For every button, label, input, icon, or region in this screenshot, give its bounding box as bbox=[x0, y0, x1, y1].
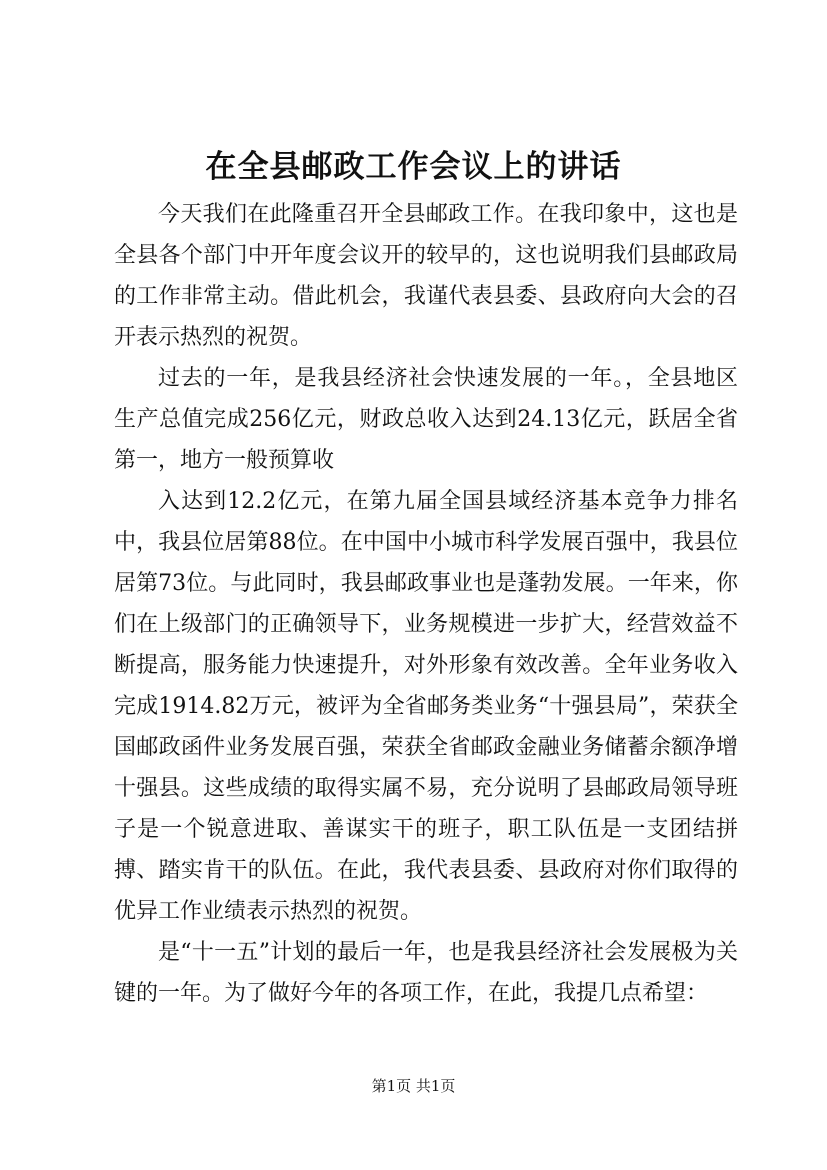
paragraph-achievements: 入达到12.2亿元，在第九届全国县域经济基本竞争力排名中，我县位居第88位。在中国中小城市科学发展百强中，我县位居第73位。与此同时，我县邮政事业也是蓬勃发展。一年来，你们在上级部门的正确领导下，业务规模进一步扩大，经营效益不断提高，服务能力快速提升，对外形象有效改善。全年业务收入完成1914.82万元，被评为全省邮务类业务“十强县局”，荣获全国邮政函件业务发展百强，荣获全省邮政金融业务储蓄余额净增十强县。这些成绩的取得实属不易，充分说明了县邮政局领导班子是一个锐意进取、善谋实干的班子，职工队伍是一支团结拼搏、踏实肯干的队伍。在此，我代表县委、县政府对你们取得的优异工作业绩表示热烈的祝贺。 bbox=[114, 489, 738, 924]
document-body bbox=[114, 194, 738, 1014]
paragraph-hopes: 是“十一五”计划的最后一年，也是我县经济社会发展极为关键的一年。为了做好今年的各项工作，在此，我提几点希望： bbox=[114, 940, 738, 1006]
paragraph-past-year: 过去的一年，是我县经济社会快速发展的一年。，全县地区生产总值完成256亿元，财政总收入达到24.13亿元，跃居全省第一，地方一般预算收 bbox=[114, 366, 738, 473]
paragraph-opening: 今天我们在此隆重召开全县邮政工作。在我印象中，这也是全县各个部门中开年度会议开的较早的，这也说明我们县邮政局的工作非常主动。借此机会，我谨代表县委、县政府向大会的召开表示热烈的祝贺。 bbox=[114, 202, 738, 350]
page-footer: 第1页 共1页 bbox=[371, 1077, 456, 1095]
document-title: 在全县邮政工作会议上的讲话 bbox=[205, 149, 622, 185]
